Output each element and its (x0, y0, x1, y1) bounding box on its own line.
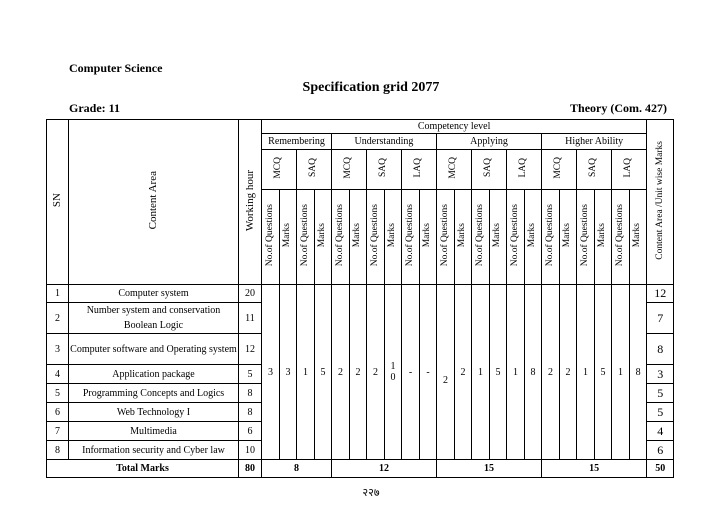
row-sn: 1 (47, 285, 69, 303)
row-content-area: Programming Concepts and Logics (69, 384, 239, 403)
row-marks: 5 (647, 403, 674, 422)
row-sn: 7 (47, 422, 69, 441)
cell-value: 2 (332, 285, 350, 460)
row-content-area: Web Technology I (69, 403, 239, 422)
row-sn: 4 (47, 365, 69, 384)
marks-header: Marks (595, 190, 612, 285)
cell-value: 3 (262, 285, 280, 460)
theory-label: Theory (Com. 427) (570, 101, 667, 115)
row-working-hour: 10 (239, 441, 262, 460)
row-marks: 5 (647, 384, 674, 403)
no-of-questions-header: No.of Questions (332, 190, 350, 285)
no-of-questions-header: No.of Questions (367, 190, 385, 285)
no-of-questions-header: No.of Questions (402, 190, 420, 285)
qtype-saq: SAQ (577, 150, 612, 190)
row-content-area: Application package (69, 365, 239, 384)
qtype-saq: SAQ (297, 150, 332, 190)
row-marks: 4 (647, 422, 674, 441)
row-working-hour: 11 (239, 303, 262, 334)
row-marks: 3 (647, 365, 674, 384)
qtype-mcq: MCQ (542, 150, 577, 190)
cell-value: 8 (525, 285, 542, 460)
row-content-area: Computer system (69, 285, 239, 303)
cell-value: 1 (507, 285, 525, 460)
level-applying: Applying (437, 134, 542, 150)
total-higher-ability: 15 (542, 460, 647, 478)
cell-value: 5 (490, 285, 507, 460)
page-number: २२७ (362, 487, 380, 499)
cell-value: 1 (472, 285, 490, 460)
cell-value: 2 (437, 285, 455, 460)
row-sn: 5 (47, 384, 69, 403)
qtype-mcq: MCQ (437, 150, 472, 190)
total-understanding: 12 (332, 460, 437, 478)
row-working-hour: 8 (239, 384, 262, 403)
qtype-saq: SAQ (367, 150, 402, 190)
cell-value: 5 (595, 285, 612, 460)
qtype-laq: LAQ (507, 150, 542, 190)
marks-header: Marks (455, 190, 472, 285)
cell-value: 2 (542, 285, 560, 460)
row-marks: 8 (647, 334, 674, 365)
row-sn: 3 (47, 334, 69, 365)
table-row (47, 285, 674, 303)
marks-header: Marks (385, 190, 402, 285)
marks-header: Marks (560, 190, 577, 285)
total-remembering: 8 (262, 460, 332, 478)
row-content-area: Multimedia (69, 422, 239, 441)
qtype-laq: LAQ (402, 150, 437, 190)
cell-value: 5 (315, 285, 332, 460)
cell-value: 1 (577, 285, 595, 460)
marks-header: Marks (350, 190, 367, 285)
cell-value: 8 (630, 285, 647, 460)
cell-value: 1 (612, 285, 630, 460)
no-of-questions-header: No.of Questions (507, 190, 525, 285)
sn-header: SN (47, 120, 69, 285)
grade-label: Grade: 11 (69, 101, 120, 115)
row-marks: 12 (647, 285, 674, 303)
subject-heading: Computer Science (69, 61, 163, 75)
total-applying: 15 (437, 460, 542, 478)
cell-value: 2 (367, 285, 385, 460)
no-of-questions-header: No.of Questions (577, 190, 595, 285)
marks-header: Marks (490, 190, 507, 285)
row-content-area: Number system and conservation Boolean Logic (69, 303, 239, 334)
specification-grid-table (46, 119, 674, 478)
qtype-mcq: MCQ (332, 150, 367, 190)
page-title: Specification grid 2077 (302, 80, 440, 95)
content-area-marks-header: Content Area /Unit wise Marks (647, 120, 674, 285)
cell-value: 2 (350, 285, 367, 460)
marks-header: Marks (280, 190, 297, 285)
level-understanding: Understanding (332, 134, 437, 150)
marks-header: Marks (420, 190, 437, 285)
working-hour-header: Working hour (239, 120, 262, 285)
no-of-questions-header: No.of Questions (472, 190, 490, 285)
total-row (47, 460, 674, 478)
row-sn: 6 (47, 403, 69, 422)
row-working-hour: 6 (239, 422, 262, 441)
cell-value: - (402, 285, 420, 460)
content-area-header: Content Area (69, 120, 239, 285)
qtype-saq: SAQ (472, 150, 507, 190)
marks-header: Marks (315, 190, 332, 285)
cell-value: 1 0 (385, 285, 402, 460)
row-working-hour: 5 (239, 365, 262, 384)
marks-header: Marks (525, 190, 542, 285)
qtype-mcq: MCQ (262, 150, 297, 190)
total-label: Total Marks (47, 460, 239, 478)
no-of-questions-header: No.of Questions (542, 190, 560, 285)
row-marks: 6 (647, 441, 674, 460)
no-of-questions-header: No.of Questions (612, 190, 630, 285)
row-marks: 7 (647, 303, 674, 334)
row-sn: 2 (47, 303, 69, 334)
row-content-area: Computer software and Operating system (69, 334, 239, 365)
level-remembering: Remembering (262, 134, 332, 150)
cell-value: 2 (455, 285, 472, 460)
total-hours: 80 (239, 460, 262, 478)
qtype-laq: LAQ (612, 150, 647, 190)
no-of-questions-header: No.of Questions (437, 190, 455, 285)
cell-value: - (420, 285, 437, 460)
marks-header: Marks (630, 190, 647, 285)
level-higher-ability: Higher Ability (542, 134, 647, 150)
cell-value: 3 (280, 285, 297, 460)
competency-level-header: Competency level (262, 120, 647, 134)
row-working-hour: 20 (239, 285, 262, 303)
row-sn: 8 (47, 441, 69, 460)
row-working-hour: 8 (239, 403, 262, 422)
row-working-hour: 12 (239, 334, 262, 365)
row-content-area: Information security and Cyber law (69, 441, 239, 460)
no-of-questions-header: No.of Questions (262, 190, 280, 285)
total-marks: 50 (647, 460, 674, 478)
cell-value: 1 (297, 285, 315, 460)
no-of-questions-header: No.of Questions (297, 190, 315, 285)
cell-value: 2 (560, 285, 577, 460)
